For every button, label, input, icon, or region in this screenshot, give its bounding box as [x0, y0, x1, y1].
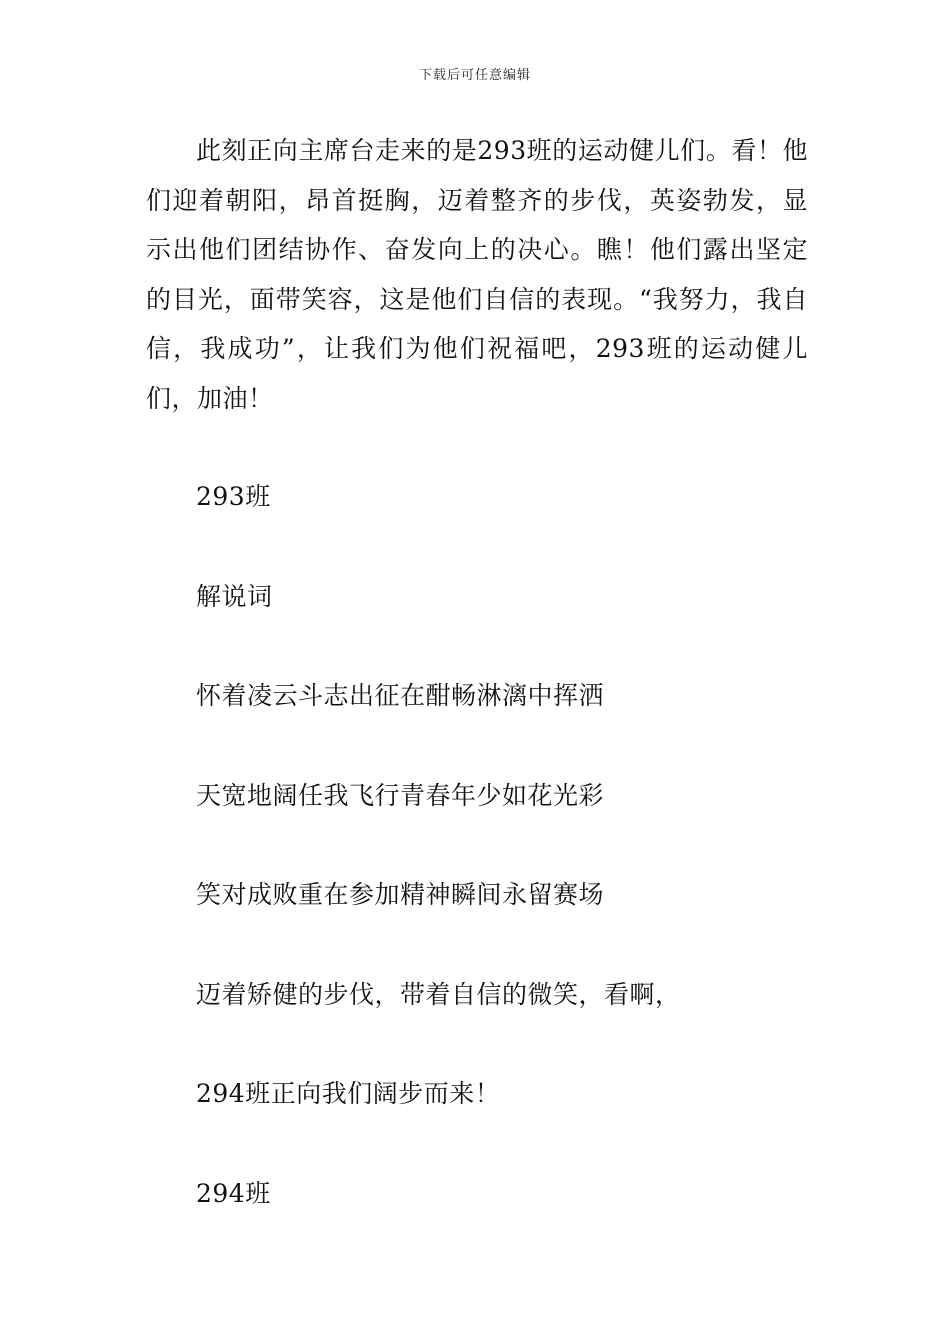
line-class-294-heading: 294班	[196, 1179, 271, 1208]
line-verse-3: 笑对成败重在参加精神瞬间永留赛场	[196, 880, 605, 909]
line-verse-2: 天宽地阔任我飞行青春年少如花光彩	[196, 781, 605, 810]
paragraph-class-293-intro: 此刻正向主席台走来的是293班的运动健儿们。看！他们迎着朝阳，昂首挺胸，迈着整齐的步伐，英姿勃发，显示出他们团结协作、奋发向上的决心。瞧！他们露出坚定的目光，面带笑容，这是他们自信的表现。“我努力，我自信，我成功”，让我们为他们祝福吧，293班的运动健儿们，加油！	[146, 136, 808, 413]
line-class-294-intro: 294班正向我们阔步而来！	[196, 1079, 501, 1108]
header-note: 下载后可任意编辑	[418, 68, 531, 83]
line-class-293-heading: 293班	[196, 482, 271, 511]
line-verse-1: 怀着凌云斗志出征在酣畅淋漓中挥洒	[196, 681, 605, 710]
line-verse-4: 迈着矫健的步伐，带着自信的微笑，看啊，	[196, 980, 681, 1009]
line-commentary-heading: 解说词	[196, 582, 273, 611]
